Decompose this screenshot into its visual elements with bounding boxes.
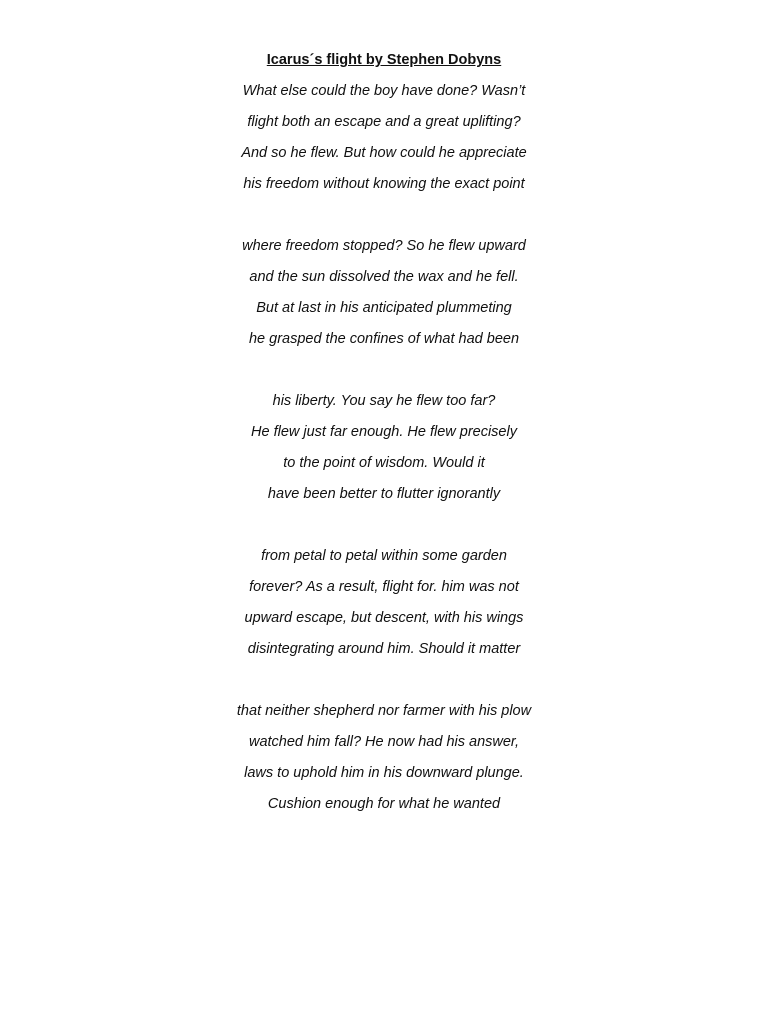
poem-line: laws to uphold him in his downward plunge. [244, 765, 524, 781]
stanza-2 [0, 236, 768, 360]
stanza-4 [0, 546, 768, 670]
poem-line: What else could the boy have done? Wasn’t [242, 83, 526, 99]
stanza-1 [0, 81, 768, 205]
poem-line: flight both an escape and a great uplifting? [247, 114, 521, 130]
stanza-3 [0, 391, 768, 515]
poem-line: he grasped the confines of what had been [248, 331, 520, 347]
poem-line: that neither shepherd nor farmer with his plow [236, 703, 532, 719]
poem-line: and the sun dissolved the wax and he fell. [249, 269, 519, 285]
poem-title: Icarus´s flight by Stephen Dobyns [266, 52, 502, 68]
poem-line: upward escape, but descent, with his wings [244, 610, 524, 626]
poem-line: where freedom stopped? So he flew upward [242, 238, 526, 254]
poem-line: forever? As a result, flight for. him was not [249, 579, 519, 595]
poem-line: disintegrating around him. Should it matter [247, 641, 521, 657]
poem-line: have been better to flutter ignorantly [267, 486, 501, 502]
poem-line: to the point of wisdom. Would it [283, 455, 485, 471]
poem-line: Cushion enough for what he wanted [267, 796, 501, 812]
stanza-5 [0, 701, 768, 825]
poem-line: But at last in his anticipated plummeting [256, 300, 512, 316]
poem-body [0, 81, 768, 856]
poem-line: from petal to petal within some garden [261, 548, 507, 564]
poem-line: watched him fall? He now had his answer, [248, 734, 519, 750]
poem-line: his liberty. You say he flew too far? [272, 393, 496, 409]
poem-line: And so he flew. But how could he appreciate [241, 145, 527, 161]
poem-line: his freedom without knowing the exact point [243, 176, 525, 192]
poem-line: He flew just far enough. He flew precisely [251, 424, 517, 440]
